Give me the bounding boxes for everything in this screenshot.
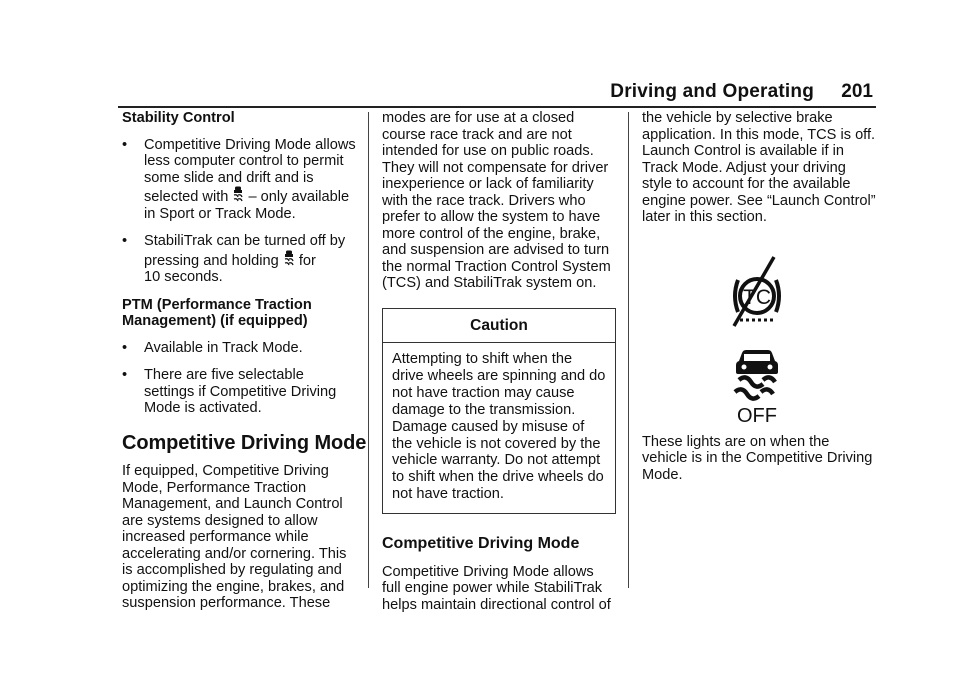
column-left xyxy=(122,110,367,622)
caution-title: Caution xyxy=(383,309,615,344)
icon-caption: These lights are on when the vehicle is in the Competitive Driving Mode. xyxy=(642,433,873,483)
stabilitrak-button-icon xyxy=(283,250,295,268)
bullet-text: selected with xyxy=(144,189,229,205)
body-paragraph: the vehicle by selective brake application. In this mode, TCS is off. Launch Control is available if in Track Mode. Adjust your driving style to account for the available engine power. See “Launch Control” later in this section. xyxy=(642,110,876,225)
traction-control-off-icon xyxy=(728,254,786,334)
header-rule xyxy=(118,106,876,108)
list-item xyxy=(122,233,358,286)
bullet-text: pressing and holding xyxy=(144,252,279,269)
bullet-marker: • xyxy=(122,367,128,383)
caution-body: Attempting to shift when the drive wheels are spinning and do not have traction may cause damage to the transmission. Damage caused by misuse of the vehicle is not covered by the vehicle warranty. Do not attempt to shift when the drive wheels do not have traction. xyxy=(392,351,606,503)
bullet-text: – only available xyxy=(248,189,350,205)
stabilitrak-off-icon xyxy=(732,348,782,424)
bullet-text: in Sport or Track Mode. xyxy=(144,205,296,222)
list-item xyxy=(122,137,358,223)
bullet-text: 10 seconds. xyxy=(144,269,223,285)
list-item xyxy=(122,367,358,417)
bullet-marker: • xyxy=(122,136,128,153)
bullet-text: StabiliTrak can be turned off by xyxy=(144,233,346,249)
body-paragraph: Competitive Driving Mode allows full engine power while StabiliTrak helps maintain directional control of xyxy=(382,563,611,613)
column-divider xyxy=(628,112,629,588)
off-icon-text: OFF xyxy=(737,404,777,424)
bullet-text: for xyxy=(298,252,316,269)
bullet-text: Competitive Driving Mode allows less computer control to permit some slide and drift and is xyxy=(144,136,356,186)
section-heading: Competitive Driving Mode xyxy=(122,431,367,454)
stability-control-heading: Stability Control xyxy=(122,110,235,126)
column-middle xyxy=(382,110,616,623)
bullet-marker: • xyxy=(122,339,128,356)
stabilitrak-button-icon xyxy=(232,186,244,204)
tc-icon-text: TC xyxy=(743,285,771,309)
column-divider xyxy=(368,112,369,588)
column-right xyxy=(642,110,878,493)
caution-box xyxy=(382,308,616,515)
bullet-text: There are five selectable settings if Competitive Driving Mode is activated. xyxy=(144,367,337,416)
bullet-marker: • xyxy=(122,233,128,249)
bullet-text: Available in Track Mode. xyxy=(144,339,303,356)
subheading: Competitive Driving Mode xyxy=(382,535,580,553)
intro-paragraph: If equipped, Competitive Driving Mode, Performance Traction Management, and Launch Control are systems designed to allow increased performance while accelerating and/or cornering. This is accomplished by regulating and optimizing the engine, brakes, and suspension performance. These xyxy=(122,463,347,611)
ptm-heading: PTM (Performance Traction Management) (if equipped) xyxy=(122,296,312,329)
list-item xyxy=(122,340,358,357)
body-paragraph: modes are for use at a closed course race track and are not intended for use on public roads. They will not compensate for driver inexperience or lack of familiarity with the race track. Drivers who prefer to allow the system to have more control of the engine, brake, and suspension are advised to turn the normal Traction Control System (TCS) and StabiliTrak system on. xyxy=(382,110,611,291)
section-title: Driving and Operating xyxy=(610,81,814,102)
page-number: 201 xyxy=(841,81,873,102)
